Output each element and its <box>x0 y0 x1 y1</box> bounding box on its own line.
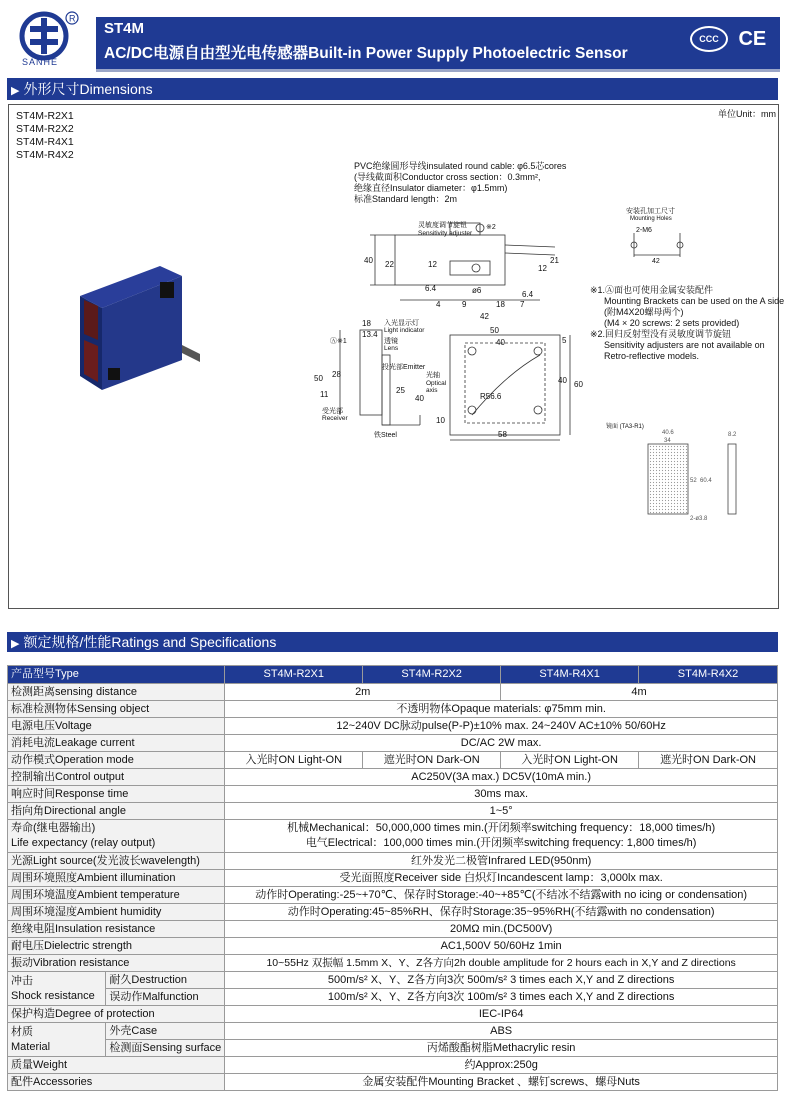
row-label: 控制输出Control output <box>8 769 225 786</box>
table-row <box>8 1057 778 1074</box>
mounting-holes-label-en: Mounting Holes <box>630 216 672 222</box>
row-label: 配件Accessories <box>8 1074 225 1091</box>
reflector-dim: 34 <box>664 438 671 444</box>
specs-heading: 额定规格/性能Ratings and Specifications <box>23 634 277 650</box>
note-line: Retro-reflective models. <box>604 351 700 361</box>
row-label: 光源Light source(发光波长wavelength) <box>8 853 225 870</box>
row-label: 电源电压Voltage <box>8 718 225 735</box>
row-value: 不透明物体Opaque materials: φ75mm min. <box>225 701 778 718</box>
dim-label: 22 <box>385 260 394 269</box>
row-value: 丙烯酸酯树脂Methacrylic resin <box>225 1040 778 1057</box>
table-row <box>8 803 778 820</box>
row-label <box>8 972 106 1006</box>
row-value: 2m <box>225 684 501 701</box>
table-row <box>8 769 778 786</box>
row-label: 消耗电流Leakage current <box>8 735 225 752</box>
triangle-right-icon: ▶ <box>11 85 20 97</box>
model-list <box>16 110 74 162</box>
dim-label: 4 <box>436 300 441 309</box>
header-type-label: 产品型号Type <box>8 666 225 684</box>
cable-note: PVC绝缘圆形导线insulated round cable: φ6.5芯cores <box>354 161 567 171</box>
row-value: DC/AC 2W max. <box>225 735 778 752</box>
brand-logo <box>8 8 86 70</box>
steel-label: 铁Steel <box>374 432 397 439</box>
dim-label: 18 <box>362 319 371 328</box>
spec-table <box>7 665 778 1091</box>
row-value-line: 机械Mechanical：50,000,000 times min.(开闭频率switching frequency：18,000 times/h) <box>287 822 716 834</box>
table-row <box>8 972 778 989</box>
row-label-line: 材质 <box>11 1025 33 1038</box>
row-label: 周围环境湿度Ambient humidity <box>8 904 225 921</box>
row-label: 周围环境温度Ambient temperature <box>8 887 225 904</box>
row-value-line: 电气Electrical：100,000 times min.(开闭频率switching frequency: 1,800 times/h) <box>305 837 697 849</box>
emitter-label: 投光部Emitter <box>382 364 426 371</box>
reflector-dim: 40.6 <box>662 430 674 436</box>
row-value: 动作时Operating:-25~+70℃、保存时Storage:-40~+85℃(不结冰不结露with no icing or condensation) <box>225 887 778 904</box>
row-label: 质量Weight <box>8 1057 225 1074</box>
dim-label: 40 <box>415 394 424 403</box>
dim-label: 10 <box>436 416 445 425</box>
cable-note: 绝缘直径Insulator diameter：φ1.5mm) <box>354 183 508 193</box>
a-side-mark: Ⓐ※1 <box>330 338 347 345</box>
row-label: 振动Vibration resistance <box>8 955 225 972</box>
cable-notes <box>354 161 566 205</box>
row-label <box>8 1023 106 1057</box>
certifications <box>690 26 766 52</box>
dim-label: R56.6 <box>480 392 502 401</box>
brand-name: SANHE <box>22 57 59 67</box>
unit-label: 单位Unit：mm <box>718 109 776 119</box>
reflector-drawing <box>604 418 754 528</box>
row-value: 红外发光二极管Infrared LED(950nm) <box>225 853 778 870</box>
row-value: IEC-IP64 <box>225 1006 778 1023</box>
reflector-dim: 2-ø3.8 <box>690 516 708 522</box>
row-label: 响应时间Response time <box>8 786 225 803</box>
reflector-dim: 8.2 <box>728 432 737 438</box>
mounting-holes-drawing <box>600 205 700 275</box>
model-item: ST4M-R4X1 <box>16 136 74 148</box>
note-line: ※1.Ⓐ面也可使用金属安装配件 <box>590 285 714 295</box>
dim-label: 50 <box>314 374 323 383</box>
dim-label: 12 <box>538 264 547 273</box>
row-label: 指向角Directional angle <box>8 803 225 820</box>
table-row <box>8 904 778 921</box>
row-value: 遮光时ON Dark-ON <box>639 752 778 769</box>
ce-cert-icon: CE <box>738 27 767 50</box>
table-header-row <box>8 666 778 684</box>
row-label: 保护构造Degree of protection <box>8 1006 225 1023</box>
row-label-line: Shock resistance <box>11 989 95 1002</box>
header-model: ST4M-R4X1 <box>501 666 639 684</box>
axis-label-en2: axis <box>426 387 438 394</box>
dimensions-heading-bar <box>7 78 778 100</box>
row-label: 耐电压Dielectric strength <box>8 938 225 955</box>
reflector-dim: 52 <box>690 478 697 484</box>
light-indicator-label-en: Light indicator <box>384 327 425 334</box>
reflector-label: 镜面 (TA3-R1) <box>606 424 644 430</box>
dim-label: 5 <box>562 336 567 345</box>
svg-text:R: R <box>69 13 76 24</box>
header-model: ST4M-R4X2 <box>639 666 778 684</box>
row-label <box>8 820 225 853</box>
table-row <box>8 752 778 769</box>
dim-label: 58 <box>498 430 507 439</box>
dim-label: 6.4 <box>425 284 437 293</box>
row-label-line: Life expectancy (relay output) <box>11 837 156 849</box>
hole-distance-label: 42 <box>652 258 660 265</box>
ccc-cert-icon: CCC <box>690 26 728 52</box>
specs-heading-bar <box>7 632 778 652</box>
row-value: 入光时ON Light-ON <box>225 752 363 769</box>
triangle-right-icon: ▶ <box>11 638 20 650</box>
table-row <box>8 1006 778 1023</box>
lens-label: 透镜 <box>384 338 398 345</box>
dim-label: 13.4 <box>362 330 378 339</box>
table-row <box>8 887 778 904</box>
dim-label: 7 <box>520 300 525 309</box>
table-row <box>8 1023 778 1040</box>
dim-label: 60 <box>574 380 583 389</box>
row-label: 标准检测物体Sensing object <box>8 701 225 718</box>
row-label-line: Material <box>11 1040 51 1053</box>
row-value <box>225 820 778 853</box>
row-value: 受光面照度Receiver side 白炽灯Incandescent lamp：3,000lx max. <box>225 870 778 887</box>
table-row <box>8 786 778 803</box>
row-sublabel: 外壳Case <box>106 1023 225 1040</box>
row-label: 周围环境照度Ambient illumination <box>8 870 225 887</box>
table-row <box>8 701 778 718</box>
note-line: (M4 × 20 screws: 2 sets provided) <box>604 318 740 328</box>
row-value: 20MΩ min.(DC500V) <box>225 921 778 938</box>
row-value: 金属安装配件Mounting Bracket 、螺钉screws、螺母Nuts <box>225 1074 778 1091</box>
model-item: ST4M-R2X1 <box>16 110 74 122</box>
row-label-line: 寿命(继电器输出) <box>11 822 96 834</box>
row-sublabel: 误动作Malfunction <box>106 989 225 1006</box>
dim-label: 40 <box>558 376 567 385</box>
row-value: 遮光时ON Dark-ON <box>363 752 501 769</box>
note-line: ※2.回归反射型没有灵敏度调节旋钮 <box>590 329 732 339</box>
dim-label: 12 <box>428 260 437 269</box>
table-row <box>8 938 778 955</box>
product-photo <box>72 262 202 392</box>
light-indicator-label: 入光显示灯 <box>384 320 419 327</box>
sensitivity-label-en: Sensitivity adjuster <box>418 230 473 237</box>
dim-label: 40 <box>364 256 373 265</box>
header-model: ST4M-R2X2 <box>363 666 501 684</box>
row-value: ABS <box>225 1023 778 1040</box>
row-value: 约Approx:250g <box>225 1057 778 1074</box>
row-value: 入光时ON Light-ON <box>501 752 639 769</box>
cable-note: 标准Standard length：2m <box>354 194 458 204</box>
row-value: 1~5° <box>225 803 778 820</box>
dim-label: 25 <box>396 386 405 395</box>
row-label-line: 冲击 <box>11 974 33 987</box>
row-label: 检测距离sensing distance <box>8 684 225 701</box>
receiver-label-en: Receiver <box>322 415 348 422</box>
row-value: 30ms max. <box>225 786 778 803</box>
dim-label: 50 <box>490 326 499 335</box>
row-value: 动作时Operating:45~85%RH、保存时Storage:35~95%RH(不结露with no condensation) <box>225 904 778 921</box>
note-line: Mounting Brackets can be used on the A side <box>604 296 785 306</box>
page-title: AC/DC电源自由型光电传感器Built-in Power Supply Photoelectric Sensor <box>104 45 628 62</box>
note-line: Sensitivity adjusters are not available on <box>604 340 765 350</box>
table-row <box>8 1040 778 1057</box>
dimension-drawing <box>300 215 600 445</box>
dim-label: 42 <box>480 312 489 321</box>
table-row <box>8 955 778 972</box>
row-value: 12~240V DC脉动pulse(P-P)±10% max. 24~240V AC±10% 50/60Hz <box>225 718 778 735</box>
row-sublabel: 检测面Sensing surface <box>106 1040 225 1057</box>
reflector-dim: 60.4 <box>700 478 712 484</box>
dim-label: 6.4 <box>522 290 534 299</box>
note-mark: ※2 <box>486 224 496 231</box>
sensitivity-label: 灵敏度调节旋钮 <box>418 222 467 229</box>
row-value: 100m/s² X、Y、Z各方向3次 100m/s² 3 times each X,Y and Z directions <box>225 989 778 1006</box>
dim-label: 11 <box>320 390 329 399</box>
model-item: ST4M-R4X2 <box>16 149 74 161</box>
model-item: ST4M-R2X2 <box>16 123 74 135</box>
dim-label: ø6 <box>472 286 482 295</box>
table-row <box>8 735 778 752</box>
dim-label: 21 <box>550 256 559 265</box>
row-sublabel: 耐久Destruction <box>106 972 225 989</box>
cable-note: (导线截面积Conductor cross section：0.3mm², <box>354 172 541 182</box>
axis-label-en1: Optical <box>426 380 447 387</box>
dim-label: 40 <box>496 338 505 347</box>
row-value: AC1,500V 50/60Hz 1min <box>225 938 778 955</box>
hole-size-label: 2-M6 <box>636 227 652 234</box>
table-row <box>8 989 778 1006</box>
row-label: 绝缘电阻Insulation resistance <box>8 921 225 938</box>
table-row <box>8 870 778 887</box>
row-value: 4m <box>501 684 778 701</box>
table-row <box>8 684 778 701</box>
dim-label: 18 <box>496 300 505 309</box>
row-value: 500m/s² X、Y、Z各方向3次 500m/s² 3 times each X,Y and Z directions <box>225 972 778 989</box>
row-label: 动作模式Operation mode <box>8 752 225 769</box>
row-value: AC250V(3A max.) DC5V(10mA min.) <box>225 769 778 786</box>
lens-label-en: Lens <box>384 345 399 352</box>
table-row <box>8 718 778 735</box>
receiver-label: 受光部 <box>322 408 343 415</box>
table-row <box>8 820 778 853</box>
axis-label: 光轴 <box>426 372 440 379</box>
mounting-notes <box>590 285 784 362</box>
dim-label: 9 <box>462 300 467 309</box>
mounting-holes-label: 安装孔加工尺寸 <box>626 208 675 215</box>
table-row <box>8 921 778 938</box>
page-title-model: ST4M <box>104 20 145 37</box>
header-model: ST4M-R2X1 <box>225 666 363 684</box>
table-row <box>8 853 778 870</box>
dim-label: 28 <box>332 370 341 379</box>
note-line: (附M4X20螺母两个) <box>604 307 684 317</box>
dimensions-heading: 外形尺寸Dimensions <box>23 81 153 97</box>
row-value: 10~55Hz 双振幅 1.5mm X、Y、Z各方向2h double amplitude for 2 hours each in X,Y and Z directions <box>225 955 778 972</box>
table-row <box>8 1074 778 1091</box>
